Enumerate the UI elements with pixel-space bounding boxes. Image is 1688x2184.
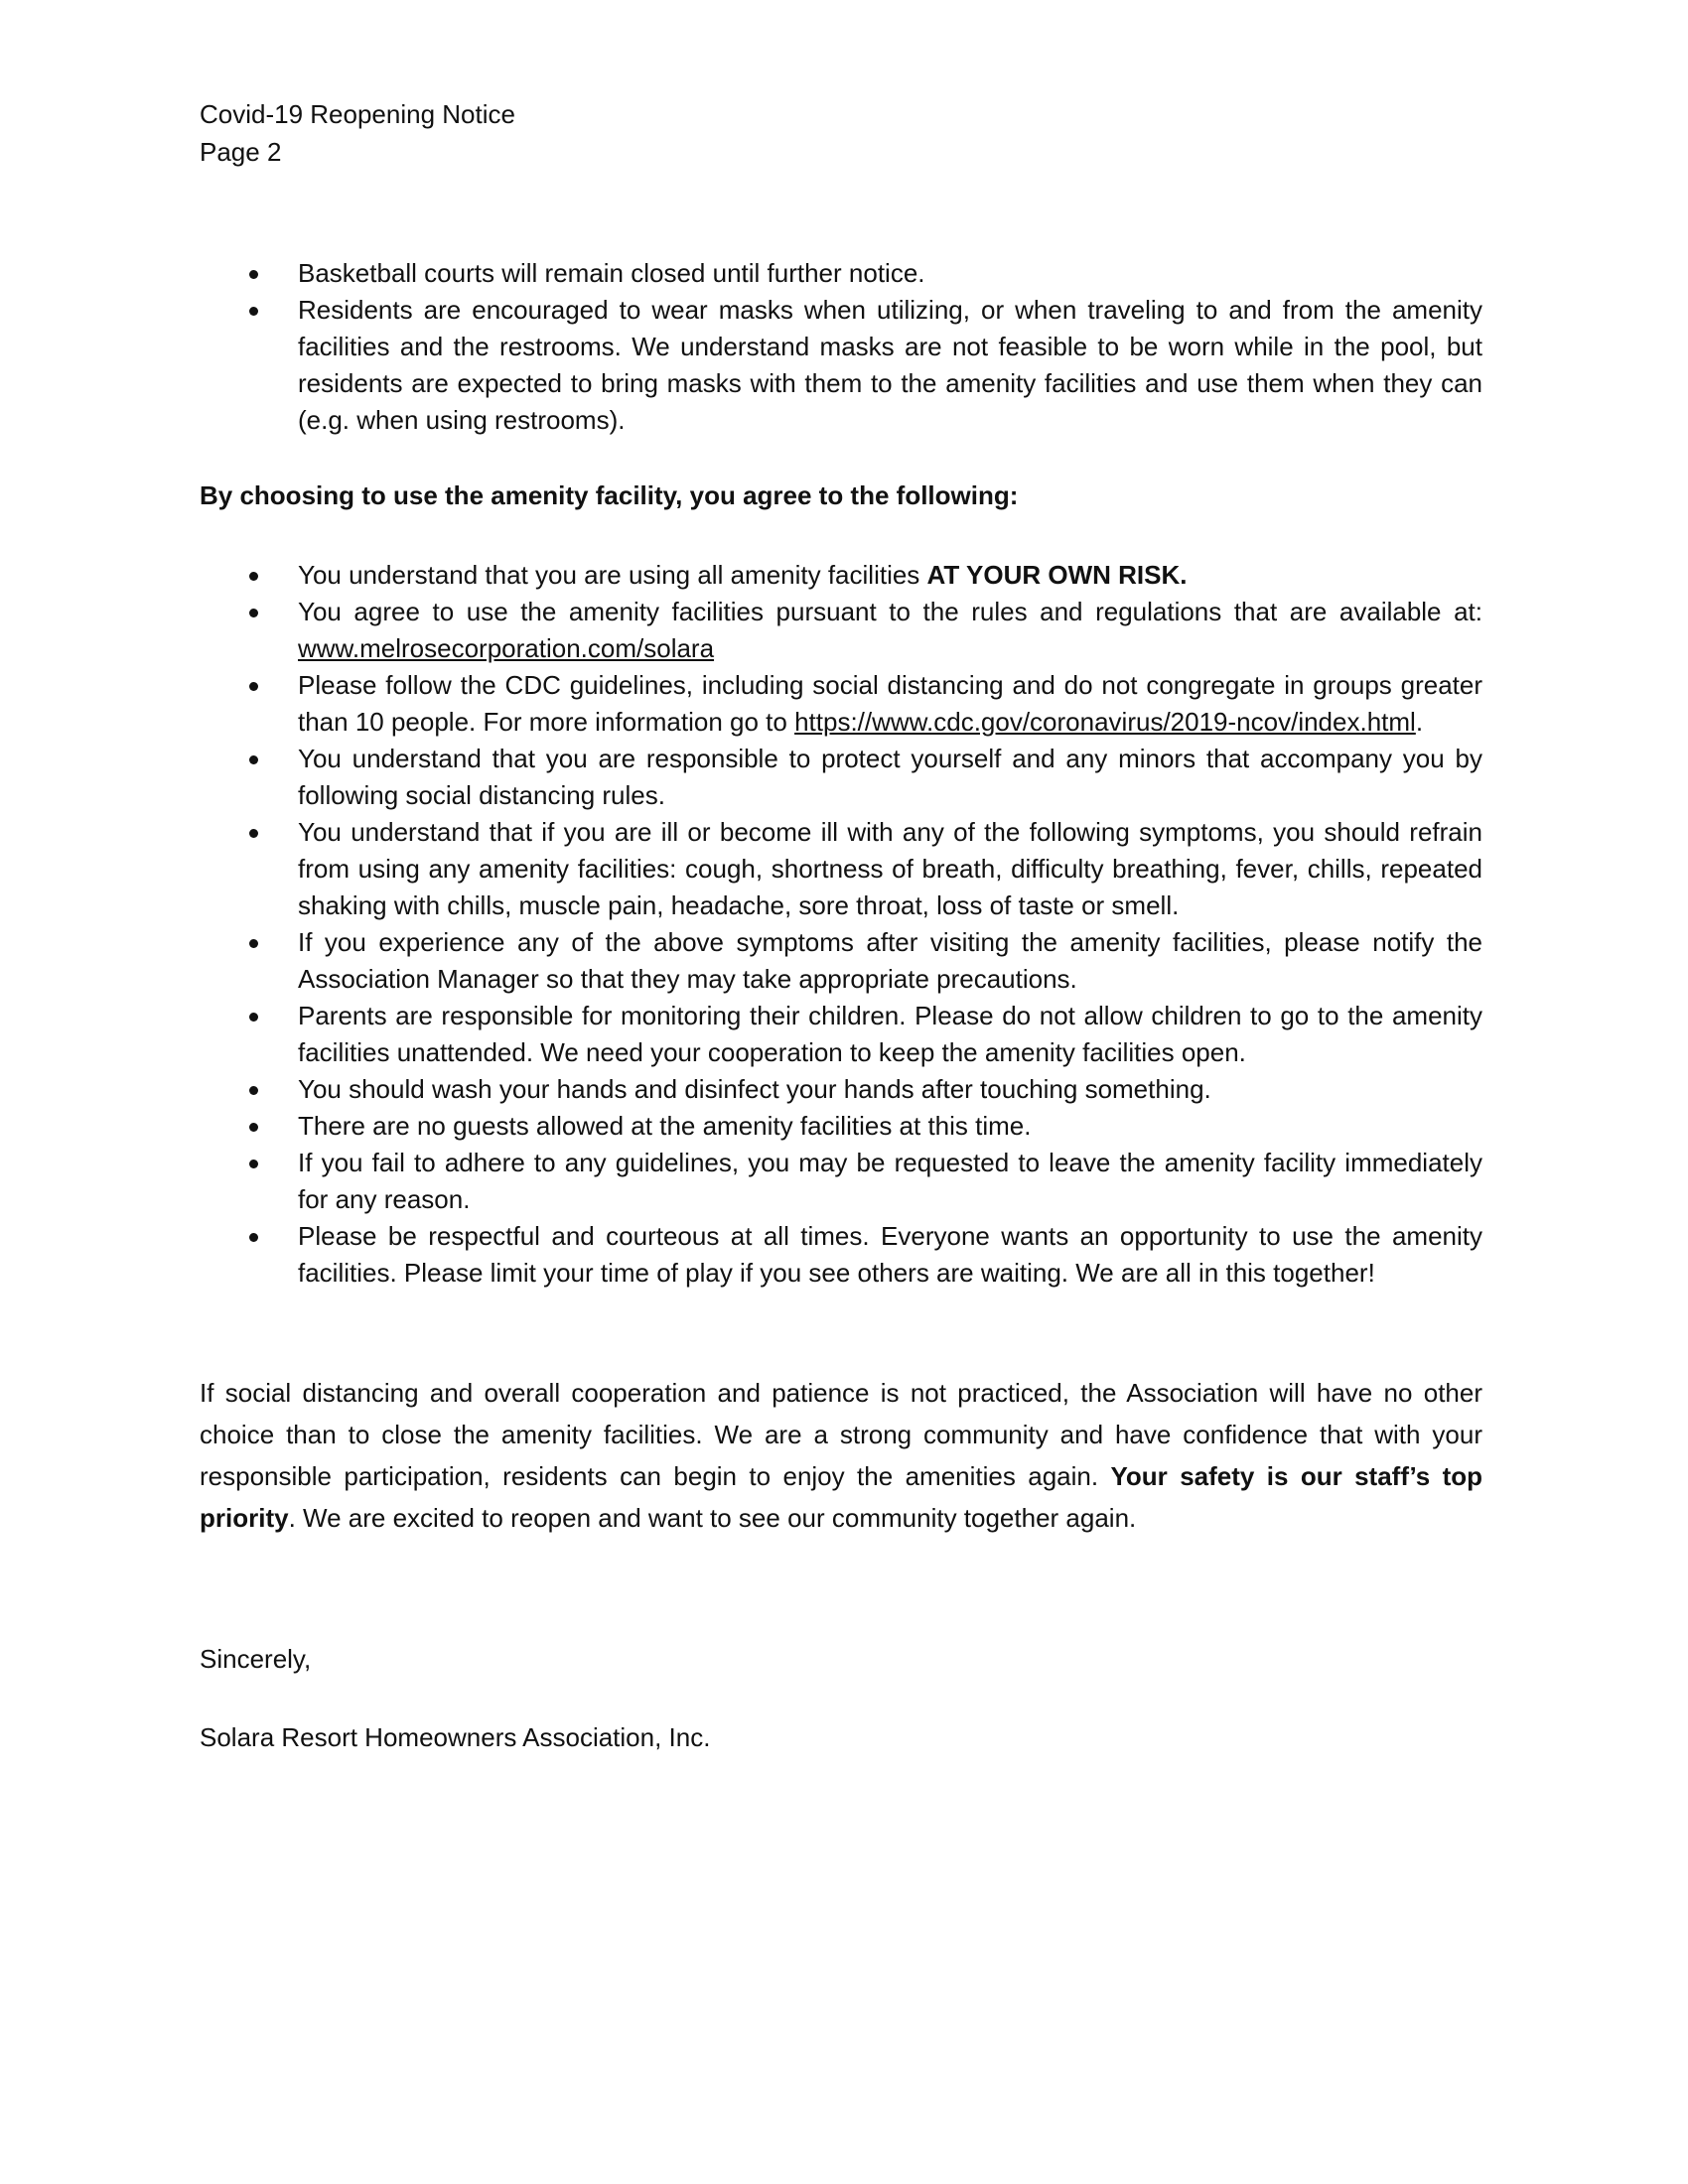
list-item: You understand that if you are ill or become ill with any of the following symptoms, you should refrain from using any amenity facilities: cough, shortness of breath, difficulty breathing, fever, chills, repeated shaking with chills, muscle pain, headache, sore throat, loss of taste or smell.	[200, 814, 1482, 924]
list-item: Basketball courts will remain closed until further notice.	[200, 255, 1482, 292]
list-item: Please be respectful and courteous at all times. Everyone wants an opportunity to use the amenity facilities. Please limit your time of play if you see others are waiting. We are all in this together!	[200, 1218, 1482, 1292]
bullet-icon	[249, 1086, 258, 1095]
sign-off: Sincerely,	[200, 1644, 312, 1674]
list-item: If you experience any of the above symptoms after visiting the amenity facilities, please notify the Association Manager so that they may take appropriate precautions.	[200, 924, 1482, 998]
list-item: You understand that you are responsible to protect yourself and any minors that accompany you by following social distancing rules.	[200, 741, 1482, 814]
page-number: Page 2	[200, 137, 282, 167]
bullet-icon	[249, 829, 258, 838]
bullet-icon	[249, 270, 258, 279]
list-item: Please follow the CDC guidelines, including social distancing and do not congregate in groups greater than 10 people. For more information go to https://www.cdc.gov/coronavirus/2019-ncov/index.html.	[200, 667, 1482, 741]
bullet-icon	[249, 307, 258, 316]
closing-paragraph: If social distancing and overall cooperation and patience is not practiced, the Association will have no other choice than to close the amenity facilities. We are a strong community and have confidence that with your responsible participation, residents can begin to enjoy the amenities again. Your safety is our staff’s top priority. We are excited to reopen and want to see our community together again.	[200, 1378, 1483, 1533]
notice-title: Covid-19 Reopening Notice	[200, 99, 515, 129]
safety-emphasis: Your safety is our staff’s top priority	[200, 1461, 1483, 1533]
list-item: Parents are responsible for monitoring their children. Please do not allow children to go to the amenity facilities unattended. We need your cooperation to keep the amenity facilities open.	[200, 998, 1482, 1071]
cdc-link[interactable]: https://www.cdc.gov/coronavirus/2019-ncov/index.html	[794, 707, 1416, 737]
list-item: Residents are encouraged to wear masks when utilizing, or when traveling to and from the amenity facilities and the restrooms. We understand masks are not feasible to be worn while in the pool, but residents are expected to bring masks with them to the amenity facilities and use them when they can (e.g. when using restrooms).	[200, 292, 1482, 439]
bullet-icon	[249, 682, 258, 691]
bullet-icon	[249, 939, 258, 948]
agreement-list	[200, 557, 1482, 1292]
list-item: You agree to use the amenity facilities pursuant to the rules and regulations that are available at: www.melrosecorporation.com/solara	[200, 594, 1482, 667]
agreement-heading: By choosing to use the amenity facility, you agree to the following:	[200, 480, 1019, 510]
bullet-icon	[249, 1123, 258, 1132]
bullet-icon	[249, 1013, 258, 1022]
list-item: You understand that you are using all amenity facilities AT YOUR OWN RISK.	[200, 557, 1482, 594]
list-item: If you fail to adhere to any guidelines, you may be requested to leave the amenity facility immediately for any reason.	[200, 1145, 1482, 1218]
bullet-icon	[249, 1233, 258, 1242]
bullet-icon	[249, 1160, 258, 1168]
bullet-icon	[249, 755, 258, 764]
bullet-icon	[249, 609, 258, 617]
page-header	[200, 95, 515, 171]
closure-list	[200, 255, 1482, 439]
melrose-rules-link[interactable]: www.melrosecorporation.com/solara	[298, 633, 715, 663]
organization-name: Solara Resort Homeowners Association, Inc.	[200, 1722, 711, 1752]
list-item: You should wash your hands and disinfect your hands after touching something.	[200, 1071, 1482, 1108]
list-item: There are no guests allowed at the amenity facilities at this time.	[200, 1108, 1482, 1145]
own-risk-emphasis: AT YOUR OWN RISK.	[926, 560, 1188, 590]
bullet-icon	[249, 572, 258, 581]
